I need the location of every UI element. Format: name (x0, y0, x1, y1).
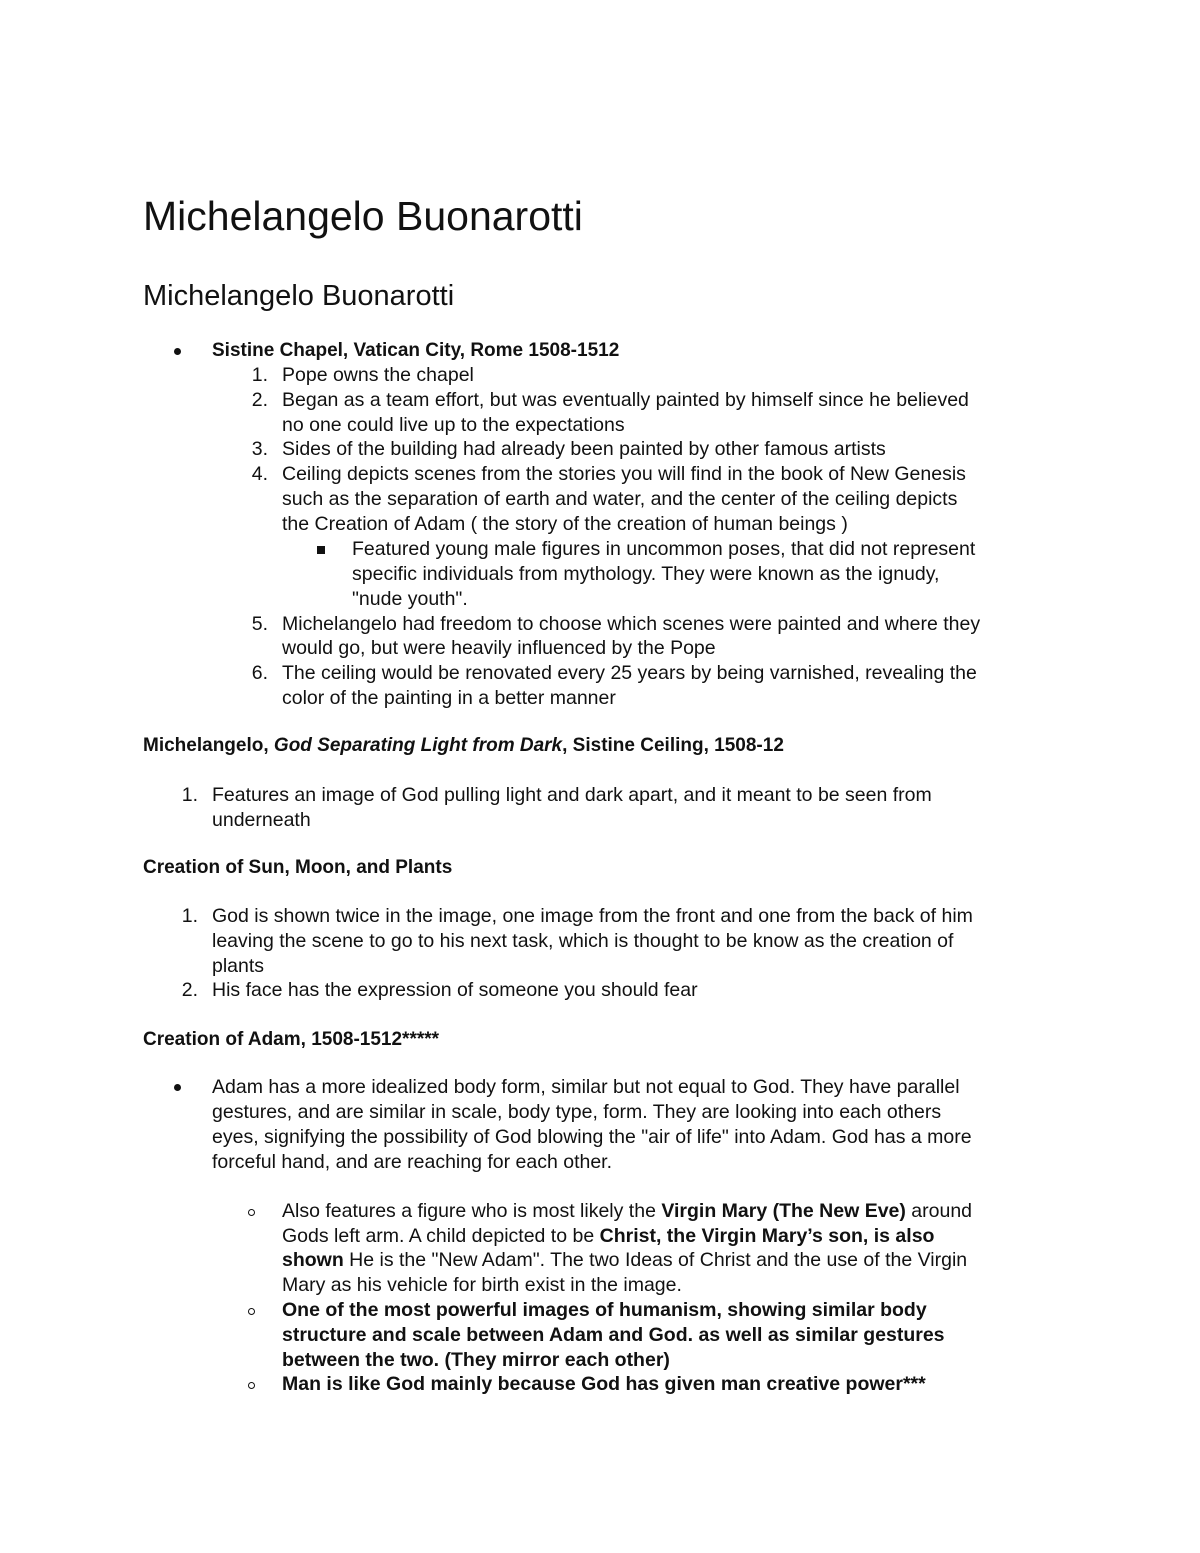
list-item-cont: no one could live up to the expectations (282, 414, 625, 436)
sub-list-item-cont: between the two. (They mirror each other) (282, 1349, 670, 1371)
sub-list-item-cont: shown He is the "New Adam". The two Ideas of Christ and the use of the Virgin (282, 1249, 968, 1271)
list-item-cont: such as the separation of earth and water, and the center of the ceiling depicts (282, 488, 958, 510)
hollow-bullet-icon (248, 1308, 255, 1315)
list-item-cont: plants (212, 955, 265, 977)
sub-list-item: One of the most powerful images of humanism, showing similar body (282, 1299, 927, 1321)
list-number: 1. (181, 784, 198, 806)
list-item: Michelangelo had freedom to choose which scenes were painted and where they (282, 613, 981, 635)
list-item: Adam has a more idealized body form, similar but not equal to God. They have parallel (212, 1076, 960, 1098)
list-item: Began as a team effort, but was eventually painted by himself since he believed (282, 389, 969, 411)
list-item-cont: gestures, and are similar in scale, body type, form. They are looking into each others (212, 1101, 942, 1123)
sub-list-item: Featured young male figures in uncommon poses, that did not represent (352, 538, 976, 560)
list-item: The ceiling would be renovated every 25 years by being varnished, revealing the (282, 662, 977, 684)
sub-list-item: Man is like God mainly because God has given man creative power*** (282, 1373, 926, 1395)
sub-list-item-cont: structure and scale between Adam and God. as well as similar gestures (282, 1324, 945, 1346)
list-item-cont: forceful hand, and are reaching for each other. (212, 1151, 613, 1173)
section-heading-light-dark: Michelangelo, God Separating Light from Dark, Sistine Ceiling, 1508-12 (143, 735, 784, 756)
list-item-cont: leaving the scene to go to his next task, which is thought to be know as the creation of (212, 930, 954, 952)
section-heading-sistine: Sistine Chapel, Vatican City, Rome 1508-1512 (212, 340, 620, 361)
list-item: Ceiling depicts scenes from the stories you will find in the book of New Genesis (282, 463, 966, 485)
list-number: 1. (181, 905, 198, 927)
bullet-icon (174, 348, 181, 355)
document-subtitle: Michelangelo Buonarotti (143, 280, 455, 312)
square-bullet-icon (317, 546, 325, 554)
list-item-cont: eyes, signifying the possibility of God blowing the "air of life" into Adam. God has a more (212, 1126, 972, 1148)
list-number: 5. (251, 613, 268, 635)
list-number: 1. (251, 364, 268, 386)
list-item: Pope owns the chapel (282, 364, 474, 386)
list-item-cont: the Creation of Adam ( the story of the creation of human beings ) (282, 513, 848, 535)
list-item-cont: would go, but were heavily influenced by the Pope (282, 637, 716, 659)
bullet-icon (174, 1084, 181, 1091)
sub-list-item-cont: Mary as his vehicle for birth exist in the image. (282, 1274, 682, 1296)
list-item: God is shown twice in the image, one image from the front and one from the back of him (212, 905, 973, 927)
sub-list-item: Also features a figure who is most likely the Virgin Mary (The New Eve) around (282, 1200, 973, 1222)
list-number: 2. (181, 979, 198, 1001)
hollow-bullet-icon (248, 1209, 255, 1216)
hollow-bullet-icon (248, 1382, 255, 1389)
list-number: 2. (251, 389, 268, 411)
list-item: Sides of the building had already been painted by other famous artists (282, 438, 886, 460)
sub-list-item-cont: Gods left arm. A child depicted to be Christ, the Virgin Mary’s son, is also (282, 1225, 935, 1247)
section-heading-creation-adam: Creation of Adam, 1508-1512***** (143, 1029, 440, 1050)
list-item-cont: color of the painting in a better manner (282, 687, 616, 709)
list-number: 6. (251, 662, 268, 684)
sub-list-item-cont: specific individuals from mythology. They were known as the ignudy, (352, 563, 940, 585)
section-heading-sun-moon: Creation of Sun, Moon, and Plants (143, 857, 453, 878)
sub-list-item-cont: "nude youth". (352, 588, 468, 610)
list-number: 4. (251, 463, 268, 485)
list-item-cont: underneath (212, 809, 311, 831)
list-item: Features an image of God pulling light and dark apart, and it meant to be seen from (212, 784, 932, 806)
document-title: Michelangelo Buonarotti (143, 193, 583, 239)
list-item: His face has the expression of someone you should fear (212, 979, 698, 1001)
list-number: 3. (251, 438, 268, 460)
